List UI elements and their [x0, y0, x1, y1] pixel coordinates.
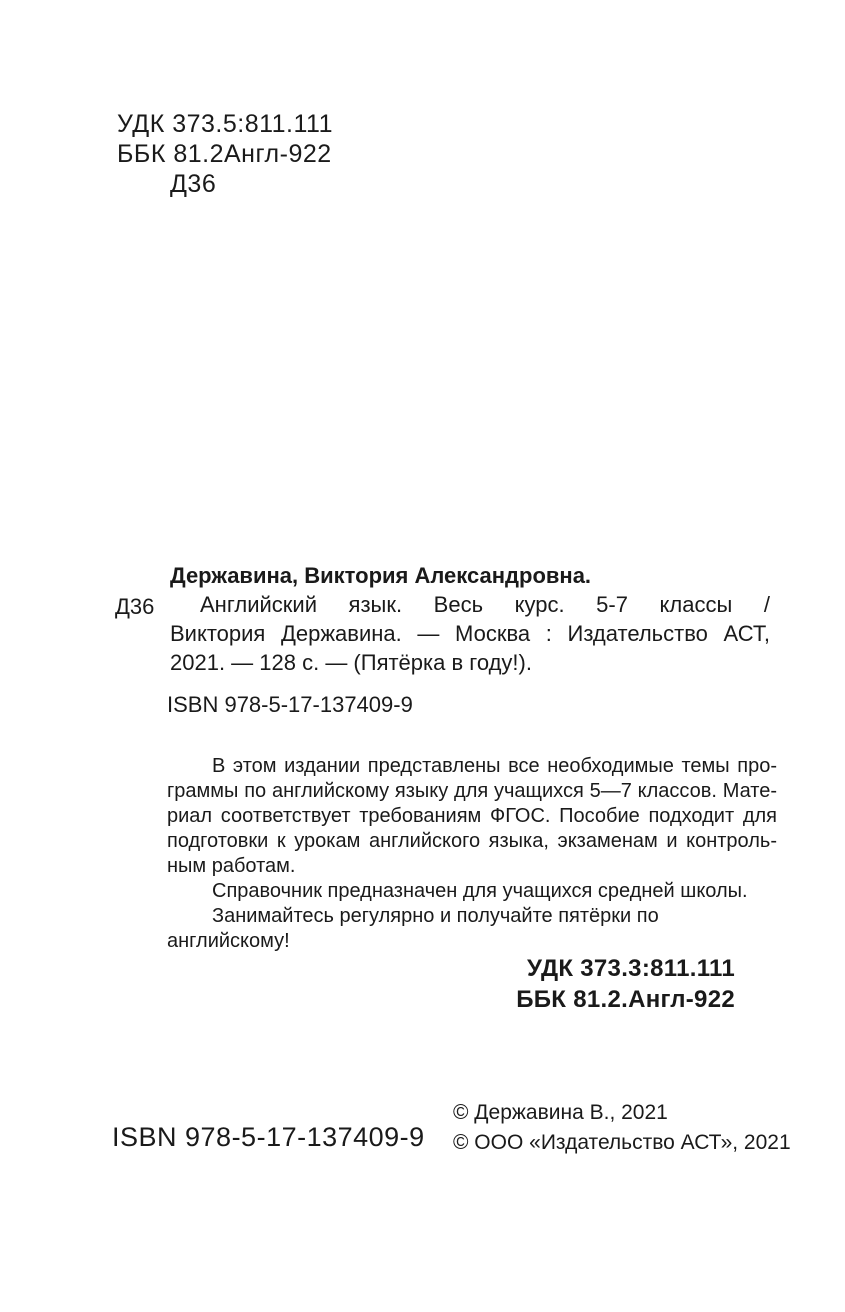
annotation-line: риал соответствует требованиям ФГОС. Пособие подходит для [167, 805, 777, 827]
title-line: Английский язык. Весь курс. 5-7 классы / [200, 592, 770, 617]
annotation-line: Справочник предназначен для учащихся средней школы. [212, 880, 748, 902]
annotation-line: ным работам. [167, 855, 296, 877]
annotation-line: граммы по английскому языку для учащихся 5—7 классов. Мате- [167, 780, 777, 802]
udk-top-line: УДК 373.5:811.111 [117, 110, 334, 138]
copyright-block [453, 1098, 791, 1158]
bbk-bottom-line: ББК 81.2.Англ-922 [516, 986, 735, 1013]
catalog-card [115, 561, 770, 677]
author-heading: Державина, Виктория Александровна. [170, 563, 592, 588]
bbk-top-line: ББК 81.2Англ-922 [117, 140, 332, 168]
footer-isbn: ISBN 978-5-17-137409-9 [112, 1122, 425, 1152]
annotation-line: В этом издании представлены все необходимые темы про- [212, 755, 777, 777]
annotation-line: Занимайтесь регулярно и получайте пятёрки по английскому! [167, 905, 659, 952]
title-line: Виктория Державина. — Москва : Издательство АСТ, [170, 621, 770, 646]
annotation-line: подготовки к урокам английского языка, экзаменам и контроль- [167, 830, 777, 852]
catalog-card-text [170, 561, 770, 677]
author-sign-top: Д36 [170, 170, 217, 198]
isbn-card-line: ISBN 978-5-17-137409-9 [167, 692, 413, 717]
title-line: 2021. — 128 с. — (Пятёрка в году!). [170, 650, 532, 675]
copyright-author-line: © Державина В., 2021 [453, 1101, 668, 1124]
annotation-paragraph [167, 754, 777, 954]
copyright-publisher-line: © ООО «Издательство АСТ», 2021 [453, 1131, 791, 1154]
udk-bottom-line: УДК 373.3:811.111 [526, 955, 735, 982]
top-classification-block [117, 109, 333, 199]
author-sign-card: Д36 [115, 594, 155, 619]
bottom-classification-block [516, 953, 735, 1015]
